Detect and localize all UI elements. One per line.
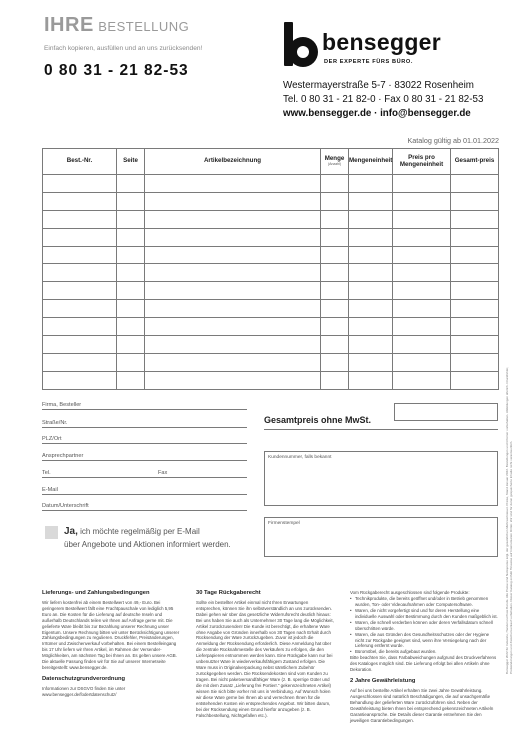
order-cell[interactable] [321,192,349,210]
order-cell[interactable] [393,318,451,336]
order-cell[interactable] [43,353,117,371]
fax-phone-number: 0 80 31 - 21 82-53 [44,62,189,79]
table-row [43,175,499,193]
order-cell[interactable] [393,228,451,246]
contact-line: Tel. 0 80 31 - 21 82-0 · Fax 0 80 31 - 21 82-53 [283,94,484,105]
order-cell[interactable] [43,246,117,264]
order-cell[interactable] [43,192,117,210]
order-cell[interactable] [43,371,117,389]
brand-name: bensegger [322,29,442,55]
table-row [43,264,499,282]
fax-field[interactable]: Fax [158,470,168,476]
order-cell[interactable] [451,210,499,228]
col-menge [321,149,349,175]
table-row [43,353,499,371]
list-item: • Waren, die aus Gründen des Gesundheitsschutzes oder der Hygiene nicht zur Rückgabe geeignet sind, wenn ihre Versiegelung nach der Lieferung entfernt wurde. [350,632,498,650]
order-cell[interactable] [43,336,117,354]
order-table [42,148,499,390]
col-menge-label: Menge [324,155,345,163]
col-menge-sub: (Anzahl) [327,161,342,166]
order-cell[interactable] [117,175,145,193]
order-cell[interactable] [43,318,117,336]
order-cell[interactable] [43,228,117,246]
table-header-row [43,149,499,175]
order-cell[interactable] [117,246,145,264]
order-cell[interactable] [451,175,499,193]
order-cell[interactable] [321,318,349,336]
order-cell[interactable] [393,192,451,210]
table-row [43,210,499,228]
order-cell[interactable] [393,300,451,318]
order-cell[interactable] [145,264,321,282]
order-cell[interactable] [321,282,349,300]
kundennummer-label: Kundennummer, falls bekannt [268,455,332,460]
order-cell[interactable] [43,210,117,228]
col-artikel: Artikelbezeichnung [145,149,321,175]
order-cell[interactable] [349,353,393,371]
order-cell[interactable] [321,246,349,264]
order-cell[interactable] [451,300,499,318]
plz-field[interactable]: PLZ/Ort [42,436,247,444]
order-cell[interactable] [393,175,451,193]
order-cell[interactable] [393,264,451,282]
exclusions-list [350,596,498,655]
order-cell[interactable] [451,282,499,300]
newsletter-text-2: über Angebote und Aktionen informiert werden. [64,540,231,549]
kundennummer-box[interactable] [264,451,498,506]
email-field[interactable]: E-Mail [42,487,247,495]
address-line: Westermayerstraße 5-7 · 83022 Rosenheim [283,80,474,91]
total-price-input[interactable] [394,403,498,421]
privacy-text: Informationen zur DSGVO finden Sie unter www.bensegger.de/fodertdatenschutz/ [42,685,126,697]
terms-column-1 [42,590,180,698]
order-cell[interactable] [349,282,393,300]
order-cell[interactable] [349,300,393,318]
order-cell[interactable] [117,336,145,354]
order-cell[interactable] [321,175,349,193]
order-cell[interactable] [145,210,321,228]
datum-unterschrift-field[interactable]: Datum/Unterschrift [42,503,247,511]
strasse-field[interactable]: Straße/Nr. [42,420,247,428]
divider [264,429,498,430]
terms-column-3 [350,590,498,724]
order-cell[interactable] [349,318,393,336]
order-cell[interactable] [451,336,499,354]
firma-field[interactable]: Firma, Besteller [42,402,247,410]
firmenstempel-box[interactable] [264,517,498,557]
col-preis-pro: Preis pro Mengeneinheit [393,149,451,175]
table-row [43,336,499,354]
delivery-terms-text: Wir liefern kostenfrei ab einem Bestellwert von 49,- Euro. Bei geringerem Bestellwert fällt eine Frachtpauschale von lediglich 5,95 Euro an. Die Kosten für die Lieferung auf deutsche Inseln und außerhalb Deutschlands teilen wir Ihnen auf Anfrage gerne mit. Die gelieferte Ware bleibt bis zur Bezahlung unserer Rechnung unser Eigentum. Unsere Rechnung bitten wir unter Berücksichtigung unserer Zahlungsbedingungen zu regulieren. Druckfehler, Preisänderungen, Irrtümer und Zwischenverkauf vorbehalten. Bei einem Bestelleingang bis 17 Uhr liefern wir Ihren Artikel, im Rahmen der Versender-Möglichkeiten, am nächsten Tag bei Ihnen an. Es gelten unsere AGB. Die aktuelle Fassung finden wir für Sie auf unserer Internetseite bereitgestellt: www.bensegger.de. [42,599,180,671]
order-cell[interactable] [393,282,451,300]
order-cell[interactable] [321,353,349,371]
title-main: IHRE [44,14,94,36]
order-cell[interactable] [117,318,145,336]
firmenstempel-label: Firmenstempel [268,521,300,526]
order-cell[interactable] [117,282,145,300]
order-cell[interactable] [321,336,349,354]
order-cell[interactable] [393,371,451,389]
order-cell[interactable] [349,175,393,193]
order-cell[interactable] [321,264,349,282]
order-cell[interactable] [145,175,321,193]
web-email-line[interactable]: www.bensegger.de · info@bensegger.de [283,108,471,119]
order-cell[interactable] [451,371,499,389]
order-cell[interactable] [451,264,499,282]
tel-field[interactable]: Tel. [42,470,247,478]
order-cell[interactable] [117,371,145,389]
order-cell[interactable] [451,228,499,246]
order-cell[interactable] [145,336,321,354]
order-cell[interactable] [117,264,145,282]
catalog-valid-note: Katalog gültig ab 01.01.2022 [407,136,499,145]
order-cell[interactable] [393,210,451,228]
order-cell[interactable] [145,282,321,300]
privacy-heading: Datenschutzgrundverordnung [42,676,126,683]
order-cell[interactable] [349,371,393,389]
newsletter-checkbox[interactable] [45,526,58,539]
side-legal-note: Bensegger 2022 für Industrie, Handel und freie Berufe. Alle Preise sind Nettopreise zzgl. der gesetzlichen Mehrwertsteuer. Preise, Stand Januar 2022. Bestellungen und Irrtümer vorbehalten. Abbildungen ähnlich. Druckfehler, Preisänderungen und Zwischenverkauf vorbehalten. Dieser Katalog enthält Hinweise auf Internetseiten Dritter. Wir sind für deren gespeicherte Inhalte nicht verantwortlich. [505,367,514,674]
terms-column-2 [196,590,334,719]
order-cell[interactable] [349,246,393,264]
col-mengeneinheit: Mengeneinheit [349,149,393,175]
order-cell[interactable] [321,210,349,228]
table-row [43,246,499,264]
delivery-terms-heading: Lieferungs- und Zahlungsbedingungen [42,590,150,596]
title-sub: BESTELLUNG [98,19,190,34]
order-cell[interactable] [393,336,451,354]
col-best-nr: Best.-Nr. [43,149,117,175]
subline: Einfach kopieren, ausfüllen und an uns zurücksenden! [44,45,203,52]
order-cell[interactable] [145,353,321,371]
newsletter-text-1: ich möchte regelmäßig per E-Mail [77,527,200,536]
order-cell[interactable] [393,353,451,371]
color-note: Bitte beachten Sie, dass Farbabweichungen aufgrund des Druckverfahrens des Kataloges möglich sind. Die Lieferung erfolgt bei allen Artikeln ohne Dekoration. [350,655,497,673]
total-price-label: Gesamtpreis ohne MwSt. [264,415,372,425]
order-cell[interactable] [451,353,499,371]
order-cell[interactable] [43,300,117,318]
order-cell[interactable] [145,371,321,389]
order-cell[interactable] [349,336,393,354]
list-item: • Waren, die schnell verderben können oder deren Verfallsdatum schnell überschritten würde. [350,620,498,632]
exclusions-intro: Vom Rückgaberecht ausgeschlossen sind folgende Produkte: [350,590,470,595]
list-item: • Waren, die nicht vorgefertigt sind und für deren Herstellung eine individuelle Auswahl oder Bestimmung durch den Kunden maßgeblich ist. [350,608,498,620]
order-cell[interactable] [451,192,499,210]
order-cell[interactable] [393,246,451,264]
order-cell[interactable] [349,210,393,228]
list-item: • Büromöbel, die bereits aufgebaut wurden. [350,649,498,655]
order-cell[interactable] [451,318,499,336]
table-row [43,371,499,389]
order-cell[interactable] [349,264,393,282]
order-cell[interactable] [145,318,321,336]
order-cell[interactable] [145,300,321,318]
order-cell[interactable] [43,282,117,300]
order-cell[interactable] [117,353,145,371]
newsletter-ja: Ja, [64,526,78,537]
col-gesamtpreis: Gesamt-preis [451,149,499,175]
order-cell[interactable] [43,264,117,282]
order-cell[interactable] [117,228,145,246]
order-cell[interactable] [451,246,499,264]
order-cell[interactable] [145,246,321,264]
order-cell[interactable] [117,300,145,318]
order-cell[interactable] [321,300,349,318]
order-cell[interactable] [145,228,321,246]
order-cell[interactable] [117,192,145,210]
order-cell[interactable] [117,210,145,228]
order-form-title [44,14,189,37]
order-cell[interactable] [349,228,393,246]
table-row [43,192,499,210]
table-row [43,282,499,300]
return-heading: 30 Tage Rückgaberecht [196,590,261,596]
list-item: • Technikprodukte, die bereits geöffnet und/oder in Betrieb genommen wurden, Ton- oder Videoaufnahmen oder Computersoftware. [350,596,498,608]
bensegger-logo-icon [283,22,319,68]
ansprechpartner-field[interactable]: Ansprechpartner [42,453,247,461]
table-row [43,318,499,336]
order-cell[interactable] [145,192,321,210]
order-cell[interactable] [349,192,393,210]
brand-tagline: DER EXPERTE FÜRS BÜRO. [324,59,414,65]
order-cell[interactable] [321,371,349,389]
col-seite: Seite [117,149,145,175]
return-text: Sollte ein bestellter Artikel einmal nicht Ihren Erwartungen entsprechen, können Sie ihn selbstverständlich an uns zurücksenden. Dabei gehen wir über das gesetzliche Widerrufsrecht deutlich hinaus: Bei uns haben Sie auch als Unternehmer 30 Tage lang die Möglichkeit, Artikel zurückzusenden! Die Kunde ist berechtigt, die erhaltene Ware ohne Angabe von Gründen innerhalb von 30 Tagen nach Erhalt durch Rücksendung der Ware zurückzugeben. Zuvor ist jedoch die Anmeldung der Rücksendung erforderlich. Diese Anmeldung hat über die zentrale Rücknahmestelle des Verkäufers zu erfolgen, die den Lieferpapieren entnommen werden kann. Eine Rückgabe kann nur bei unbenutzter Ware in wiederverkaufsfähigem Zustand erfolgen. Die Ware muss in Originalverpackung nebst sämtlichem Zubehör zurückgegeben werden. Die Rücksendekosten sind vom Kunden zu tragen. Bei nicht paketversandfähiger Ware (z. B. sperrige Güter und die mit dem Zusatz „Lieferung frei Portierr.“ gekennzeichneten Artikel) wissen Sie sich bitte vorher mit uns in Verbindung. Auf Wunsch holen wir diese Ware gerne bei Ihnen ab und verrechnen Ihnen für die entstehenden Kosten ein entsprechendes Angebot. Wir bitten darum, bei der Rücksendung einen Grund hierfür anzugeben (z. B. Falschbestellung, Nichtgefallen etc.). [196,599,334,718]
warranty-heading: 2 Jahre Gewährleistung [350,678,416,685]
order-cell[interactable] [43,175,117,193]
table-row [43,300,499,318]
warranty-text: Auf bei uns bestellte Artikel erhalten Sie zwei Jahre Gewährleistung. Ausgeschlossen sind natürlich Beschädigungen, die auf unsachgemäße Behandlung der gelieferten Ware zurückzuführen sind. Neben der Gewährleistung bieten Ihnen bei entsprechend gekennzeichneten Artikeln Garantieansprüche. Die Details dieser Garantie entnehmen Sie den jeweiligen Garantiebedingungen. [350,687,494,723]
order-cell[interactable] [321,228,349,246]
newsletter-text [64,524,264,551]
table-row [43,228,499,246]
